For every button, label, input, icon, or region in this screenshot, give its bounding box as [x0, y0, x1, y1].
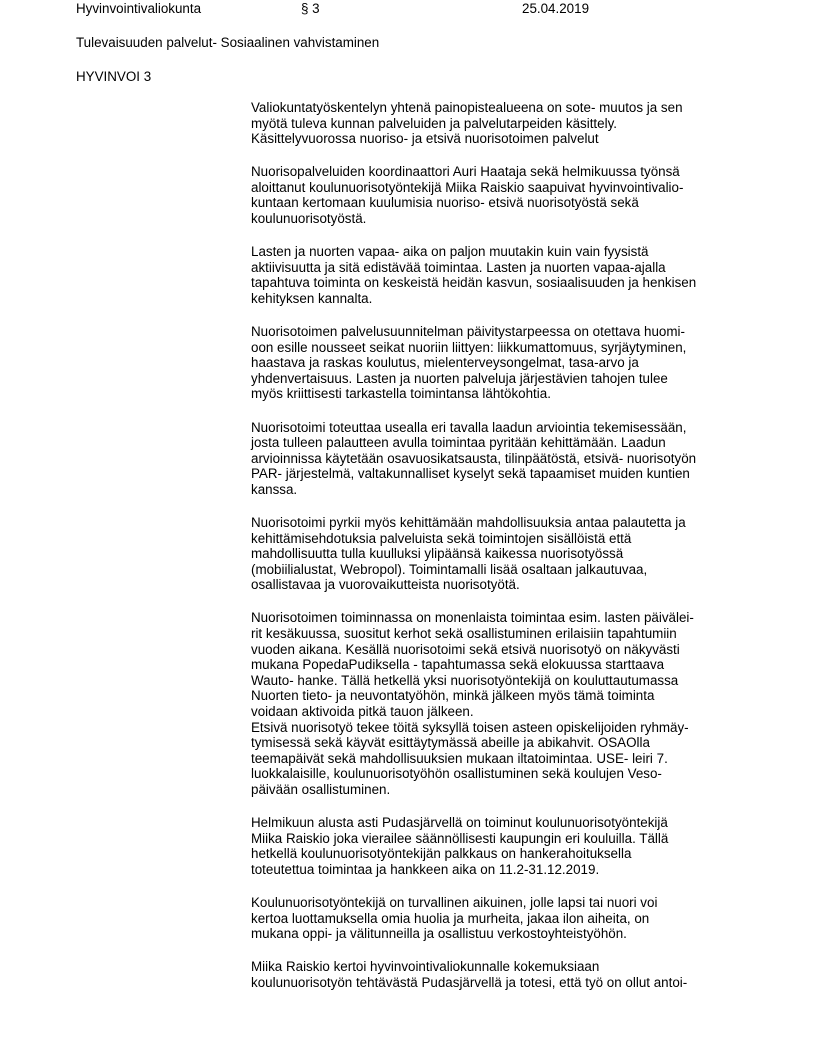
- text-line: koulunuorisotyön tehtävästä Pudasjärvellä ja totesi, että työ on ollut antoi-: [251, 974, 688, 990]
- text-line: toteutettua toimintaa ja hankkeen aika on 11.2-31.12.2019.: [251, 861, 600, 877]
- text-line: rit kesäkuussa, suositut kerhot sekä osallistuminen erilaisiin tapahtumiin: [251, 626, 677, 642]
- text-line: päivään osallistuminen.: [251, 781, 391, 797]
- paragraph: [251, 420, 731, 498]
- header-date: 25.04.2019: [522, 1, 590, 16]
- text-line: Wauto- hanke. Tällä hetkellä yksi nuorisotyöntekijä on kouluttautumassa: [251, 672, 679, 688]
- text-line: mukana PopedaPudiksella - tapahtumassa sekä elokuussa starttaava: [251, 657, 665, 673]
- text-line: yhdenvertaisuus. Lasten ja nuorten palveluja järjestävien tahojen tulee: [251, 370, 668, 386]
- text-line: tapahtuva toiminta on keskeistä heidän kasvun, sosiaalisuuden ja henkisen: [251, 275, 697, 291]
- paragraph: [251, 959, 731, 990]
- text-line: Nuorisotoimi toteuttaa usealla eri tavalla laadun arviointia tekemisessään,: [251, 419, 687, 435]
- text-line: Lasten ja nuorten vapaa- aika on paljon muutakin kuin vain fyysistä: [251, 244, 649, 260]
- text-line: aktiivisuutta ja sitä edistävää toimintaa. Lasten ja nuorten vapaa-ajalla: [251, 259, 666, 275]
- text-line: arvioinnissa käytetään osavuosikatsausta, tilinpäätöstä, etsivä- nuorisotyön: [251, 450, 697, 466]
- text-line: Helmikuun alusta asti Pudasjärvellä on toiminut koulunuorisotyöntekijä: [251, 815, 668, 831]
- header-organization: Hyvinvointivaliokunta: [76, 1, 202, 16]
- text-line: osallistavaa ja vuorovaikutteista nuorisotyötä.: [251, 577, 520, 593]
- text-line: mahdollisuutta tulla kuulluksi ylipäänsä kaikessa nuorisotyössä: [251, 546, 624, 562]
- paragraph: [251, 815, 731, 877]
- text-line: myös kriittisesti tarkastella toimintansa lähtökohtia.: [251, 386, 551, 402]
- paragraph: [251, 610, 731, 797]
- document-title: Tulevaisuuden palvelut- Sosiaalinen vahvistaminen: [76, 35, 380, 50]
- text-line: josta tulleen palautteen avulla toimintaa pyritään kehittämään. Laadun: [251, 435, 666, 451]
- text-line: teemapäivät sekä mahdollisuuksien mukaan iltatoimintaa. USE- leiri 7.: [251, 750, 668, 766]
- text-line: oon esille nousseet seikat nuoriin liittyen: liikkumattomuus, syrjäytyminen,: [251, 339, 687, 355]
- text-line: Käsittelyvuorossa nuoriso- ja etsivä nuorisotoimen palvelut: [251, 131, 599, 147]
- body-text: [251, 100, 731, 1008]
- text-line: voidaan aktivoida pitkä tauon jälkeen.: [251, 704, 474, 719]
- text-line: PAR- järjestelmä, valtakunnalliset kyselyt sekä tapaamiset muiden kuntien: [251, 466, 690, 482]
- text-line: Miika Raiskio joka vierailee säännöllisesti kaupungin eri kouluilla. Tällä: [251, 830, 669, 846]
- text-line: Miika Raiskio kertoi hyvinvointivaliokunnalle kokemuksiaan: [251, 959, 600, 975]
- paragraph: [251, 324, 731, 402]
- text-line: koulunuorisotyöstä.: [251, 211, 367, 227]
- paragraph: [251, 515, 731, 593]
- text-line: hetkellä koulunuorisotyöntekijän palkkaus on hankerahoituksella: [251, 846, 632, 862]
- text-line: (mobiilialustat, Webropol). Toimintamalli lisää osaltaan jalkautuvaa,: [251, 561, 648, 577]
- text-line: vuoden aikana. Kesällä nuorisotoimi sekä etsivä nuorisotyö on näkyvästi: [251, 641, 680, 657]
- text-line: Koulunuorisotyöntekijä on turvallinen aikuinen, jolle lapsi tai nuori voi: [251, 894, 658, 910]
- text-line: myötä tuleva kunnan palveluiden ja palvelutarpeiden käsittely.: [251, 115, 617, 131]
- text-line: Nuorisotoimi pyrkii myös kehittämään mahdollisuuksia antaa palautetta ja: [251, 514, 686, 530]
- paragraph: [251, 244, 731, 306]
- text-line: kanssa.: [251, 481, 298, 497]
- text-line: luokkalaisille, koulunuorisotyöhön osallistuminen sekä koulujen Veso-: [251, 766, 662, 782]
- text-line: kehityksen kannalta.: [251, 290, 373, 306]
- case-code: HYVINVOI 3: [76, 69, 152, 84]
- text-line: Valiokuntatyöskentelyn yhtenä painopistealueena on sote- muutos ja sen: [251, 100, 683, 115]
- paragraph: [251, 100, 731, 147]
- text-line: Nuorisotoimen toiminnassa on monenlaista toimintaa esim. lasten päivälei-: [251, 610, 694, 626]
- text-line: tymisessä sekä käyvät esittäytymässä abeille ja abikahvit. OSAOlla: [251, 735, 650, 751]
- text-line: kuntaan kertomaan kuulumisia nuoriso- etsivä nuorisotyöstä sekä: [251, 195, 639, 211]
- text-line: kehittämisehdotuksia palveluista sekä toimintojen sisällöistä että: [251, 530, 632, 546]
- text-line: Etsivä nuorisotyö tekee töitä syksyllä toisen asteen opiskelijoiden ryhmäy-: [251, 719, 689, 735]
- text-line: Nuorisopalveluiden koordinaattori Auri Haataja sekä helmikuussa työnsä: [251, 164, 680, 180]
- paragraph: [251, 164, 731, 226]
- header-section-number: § 3: [301, 1, 320, 16]
- text-line: aloittanut koulunuorisotyöntekijä Miika Raiskio saapuivat hyvinvointivalio-: [251, 179, 684, 195]
- text-line: Nuorten tieto- ja neuvontatyöhön, minkä jälkeen myös tämä toiminta: [251, 688, 655, 704]
- paragraph: [251, 895, 731, 942]
- text-line: haastava ja raskas koulutus, mielenterveysongelmat, tasa-arvo ja: [251, 355, 639, 371]
- text-line: kertoa luottamuksella omia huolia ja murheita, jakaa ilon aiheita, on: [251, 910, 650, 926]
- text-line: mukana oppi- ja välitunneilla ja osallistuu verkostoyhteistyöhön.: [251, 926, 627, 942]
- text-line: Nuorisotoimen palvelusuunnitelman päivitystarpeessa on otettava huomi-: [251, 324, 685, 340]
